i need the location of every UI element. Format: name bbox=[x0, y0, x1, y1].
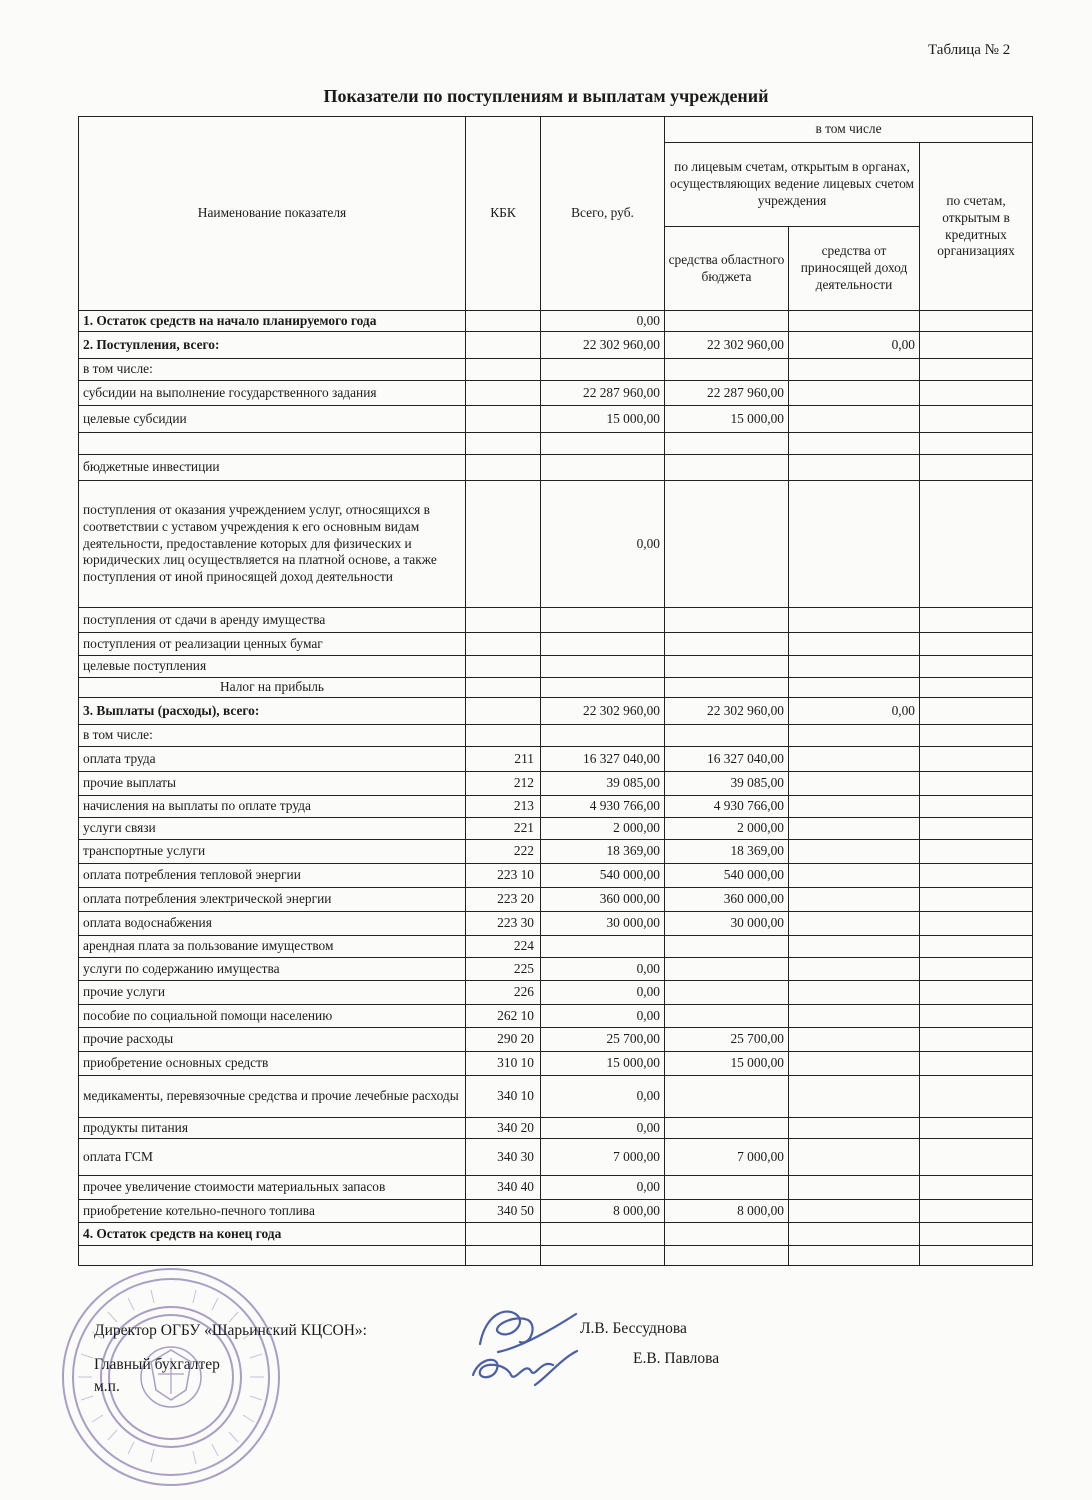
row-total-cell bbox=[541, 1223, 665, 1246]
row-credit-org-cell bbox=[920, 958, 1033, 981]
row-total-cell bbox=[541, 725, 665, 747]
row-income-activity-cell bbox=[789, 772, 920, 796]
row-credit-org-cell bbox=[920, 888, 1033, 912]
row-regional-budget-cell: 15 000,00 bbox=[665, 406, 789, 433]
table-row bbox=[79, 840, 1033, 864]
row-total-cell: 2 000,00 bbox=[541, 818, 665, 840]
table-row bbox=[79, 796, 1033, 818]
header-personal-accounts: по лицевым счетам, открытым в органах, осуществляющих ведение лицевых счетом учреждения bbox=[665, 143, 920, 227]
row-regional-budget-cell: 16 327 040,00 bbox=[665, 747, 789, 772]
row-total-cell: 30 000,00 bbox=[541, 912, 665, 936]
row-kbk-cell bbox=[466, 381, 541, 406]
row-kbk-cell: 226 bbox=[466, 981, 541, 1005]
table-row bbox=[79, 1052, 1033, 1076]
row-name-cell: в том числе: bbox=[79, 359, 466, 381]
row-regional-budget-cell bbox=[665, 455, 789, 481]
row-income-activity-cell bbox=[789, 656, 920, 678]
table-row bbox=[79, 455, 1033, 481]
row-credit-org-cell bbox=[920, 406, 1033, 433]
row-name-cell: бюджетные инвестиции bbox=[79, 455, 466, 481]
row-income-activity-cell bbox=[789, 359, 920, 381]
row-credit-org-cell bbox=[920, 1246, 1033, 1266]
header-income-activity: средства от приносящей доход деятельности bbox=[789, 227, 920, 311]
row-income-activity-cell bbox=[789, 864, 920, 888]
row-income-activity-cell bbox=[789, 455, 920, 481]
row-kbk-cell bbox=[466, 332, 541, 359]
table-row bbox=[79, 1176, 1033, 1200]
row-kbk-cell bbox=[466, 1246, 541, 1266]
table-row bbox=[79, 912, 1033, 936]
table-row bbox=[79, 1246, 1033, 1266]
row-name-cell: 1. Остаток средств на начало планируемого года bbox=[79, 311, 466, 332]
row-kbk-cell: 340 40 bbox=[466, 1176, 541, 1200]
row-income-activity-cell bbox=[789, 725, 920, 747]
accountant-name: Е.В. Павлова bbox=[633, 1350, 720, 1367]
row-regional-budget-cell bbox=[665, 1005, 789, 1028]
row-income-activity-cell: 0,00 bbox=[789, 332, 920, 359]
row-credit-org-cell bbox=[920, 1176, 1033, 1200]
row-regional-budget-cell: 15 000,00 bbox=[665, 1052, 789, 1076]
row-kbk-cell: 225 bbox=[466, 958, 541, 981]
row-regional-budget-cell: 30 000,00 bbox=[665, 912, 789, 936]
row-kbk-cell: 223 10 bbox=[466, 864, 541, 888]
table-row bbox=[79, 381, 1033, 406]
row-total-cell: 0,00 bbox=[541, 1005, 665, 1028]
row-name-cell: оплата труда bbox=[79, 747, 466, 772]
table-row bbox=[79, 772, 1033, 796]
row-name-cell bbox=[79, 433, 466, 455]
header-credit-org-accounts: по счетам, открытым в кредитных организациях bbox=[920, 143, 1033, 311]
table-row bbox=[79, 864, 1033, 888]
row-regional-budget-cell bbox=[665, 481, 789, 608]
row-name-cell: начисления на выплаты по оплате труда bbox=[79, 796, 466, 818]
row-name-cell: целевые субсидии bbox=[79, 406, 466, 433]
table-row bbox=[79, 311, 1033, 332]
row-credit-org-cell bbox=[920, 1028, 1033, 1052]
row-regional-budget-cell: 7 000,00 bbox=[665, 1139, 789, 1176]
row-name-cell: Налог на прибыль bbox=[79, 678, 466, 698]
row-regional-budget-cell: 22 302 960,00 bbox=[665, 332, 789, 359]
row-kbk-cell: 224 bbox=[466, 936, 541, 958]
row-regional-budget-cell bbox=[665, 936, 789, 958]
row-regional-budget-cell bbox=[665, 359, 789, 381]
official-stamp bbox=[56, 1262, 286, 1492]
row-credit-org-cell bbox=[920, 936, 1033, 958]
row-credit-org-cell bbox=[920, 1200, 1033, 1223]
table-row bbox=[79, 981, 1033, 1005]
row-name-cell: услуги по содержанию имущества bbox=[79, 958, 466, 981]
row-income-activity-cell bbox=[789, 888, 920, 912]
row-total-cell: 0,00 bbox=[541, 1076, 665, 1118]
row-name-cell: 3. Выплаты (расходы), всего: bbox=[79, 698, 466, 725]
row-income-activity-cell bbox=[789, 1223, 920, 1246]
row-name-cell: медикаменты, перевязочные средства и прочие лечебные расходы bbox=[79, 1076, 466, 1118]
table-header bbox=[79, 117, 1033, 311]
row-total-cell: 7 000,00 bbox=[541, 1139, 665, 1176]
row-regional-budget-cell bbox=[665, 678, 789, 698]
row-kbk-cell: 340 30 bbox=[466, 1139, 541, 1176]
row-regional-budget-cell: 4 930 766,00 bbox=[665, 796, 789, 818]
row-income-activity-cell bbox=[789, 796, 920, 818]
row-credit-org-cell bbox=[920, 481, 1033, 608]
row-regional-budget-cell: 2 000,00 bbox=[665, 818, 789, 840]
row-name-cell: прочее увеличение стоимости материальных запасов bbox=[79, 1176, 466, 1200]
director-name: Л.В. Бессуднова bbox=[580, 1320, 687, 1337]
row-total-cell: 0,00 bbox=[541, 1118, 665, 1139]
row-kbk-cell bbox=[466, 481, 541, 608]
row-credit-org-cell bbox=[920, 608, 1033, 633]
row-income-activity-cell bbox=[789, 311, 920, 332]
report-table bbox=[78, 116, 1033, 1266]
row-credit-org-cell bbox=[920, 1118, 1033, 1139]
row-total-cell bbox=[541, 656, 665, 678]
row-total-cell bbox=[541, 936, 665, 958]
row-kbk-cell: 212 bbox=[466, 772, 541, 796]
row-income-activity-cell bbox=[789, 1005, 920, 1028]
table-row bbox=[79, 958, 1033, 981]
row-name-cell: целевые поступления bbox=[79, 656, 466, 678]
row-name-cell: поступления от реализации ценных бумаг bbox=[79, 633, 466, 656]
row-name-cell: арендная плата за пользование имуществом bbox=[79, 936, 466, 958]
row-credit-org-cell bbox=[920, 818, 1033, 840]
row-kbk-cell bbox=[466, 725, 541, 747]
row-credit-org-cell bbox=[920, 772, 1033, 796]
row-kbk-cell bbox=[466, 359, 541, 381]
row-kbk-cell: 340 10 bbox=[466, 1076, 541, 1118]
row-regional-budget-cell: 25 700,00 bbox=[665, 1028, 789, 1052]
row-regional-budget-cell bbox=[665, 1176, 789, 1200]
row-regional-budget-cell bbox=[665, 656, 789, 678]
row-regional-budget-cell bbox=[665, 981, 789, 1005]
row-name-cell: 4. Остаток средств на конец года bbox=[79, 1223, 466, 1246]
row-income-activity-cell bbox=[789, 1052, 920, 1076]
row-regional-budget-cell bbox=[665, 958, 789, 981]
row-kbk-cell bbox=[466, 311, 541, 332]
table-row bbox=[79, 1200, 1033, 1223]
row-total-cell: 540 000,00 bbox=[541, 864, 665, 888]
table-row bbox=[79, 1076, 1033, 1118]
row-name-cell: оплата потребления тепловой энергии bbox=[79, 864, 466, 888]
row-name-cell: 2. Поступления, всего: bbox=[79, 332, 466, 359]
row-total-cell bbox=[541, 608, 665, 633]
table-row bbox=[79, 656, 1033, 678]
table-row bbox=[79, 1005, 1033, 1028]
document-title: Показатели по поступлениям и выплатам учреждений bbox=[323, 86, 769, 106]
row-total-cell bbox=[541, 359, 665, 381]
row-credit-org-cell bbox=[920, 796, 1033, 818]
row-credit-org-cell bbox=[920, 840, 1033, 864]
row-total-cell: 22 287 960,00 bbox=[541, 381, 665, 406]
row-name-cell: прочие услуги bbox=[79, 981, 466, 1005]
row-total-cell: 0,00 bbox=[541, 1176, 665, 1200]
row-regional-budget-cell: 8 000,00 bbox=[665, 1200, 789, 1223]
table-row bbox=[79, 1223, 1033, 1246]
row-income-activity-cell bbox=[789, 1118, 920, 1139]
table-body bbox=[79, 311, 1033, 1266]
row-name-cell: продукты питания bbox=[79, 1118, 466, 1139]
header-name: Наименование показателя bbox=[79, 117, 466, 311]
row-kbk-cell: 223 20 bbox=[466, 888, 541, 912]
row-credit-org-cell bbox=[920, 698, 1033, 725]
header-including: в том числе bbox=[665, 117, 1033, 143]
table-row bbox=[79, 1139, 1033, 1176]
row-income-activity-cell bbox=[789, 1176, 920, 1200]
row-total-cell: 18 369,00 bbox=[541, 840, 665, 864]
row-credit-org-cell bbox=[920, 359, 1033, 381]
row-regional-budget-cell: 540 000,00 bbox=[665, 864, 789, 888]
row-regional-budget-cell bbox=[665, 633, 789, 656]
row-total-cell: 22 302 960,00 bbox=[541, 332, 665, 359]
row-kbk-cell: 290 20 bbox=[466, 1028, 541, 1052]
row-income-activity-cell bbox=[789, 633, 920, 656]
row-total-cell: 15 000,00 bbox=[541, 406, 665, 433]
table-row bbox=[79, 747, 1033, 772]
row-name-cell: приобретение основных средств bbox=[79, 1052, 466, 1076]
row-total-cell: 0,00 bbox=[541, 981, 665, 1005]
row-regional-budget-cell: 360 000,00 bbox=[665, 888, 789, 912]
row-regional-budget-cell bbox=[665, 433, 789, 455]
row-regional-budget-cell bbox=[665, 1076, 789, 1118]
table-row bbox=[79, 1028, 1033, 1052]
row-kbk-cell bbox=[466, 698, 541, 725]
row-regional-budget-cell bbox=[665, 1223, 789, 1246]
row-name-cell bbox=[79, 1246, 466, 1266]
table-row bbox=[79, 359, 1033, 381]
table-row bbox=[79, 698, 1033, 725]
row-credit-org-cell bbox=[920, 912, 1033, 936]
row-total-cell: 4 930 766,00 bbox=[541, 796, 665, 818]
row-credit-org-cell bbox=[920, 678, 1033, 698]
row-income-activity-cell bbox=[789, 936, 920, 958]
table-row bbox=[79, 433, 1033, 455]
seal-place-label: м.п. bbox=[94, 1378, 120, 1395]
row-income-activity-cell bbox=[789, 1200, 920, 1223]
table-row bbox=[79, 678, 1033, 698]
row-kbk-cell bbox=[466, 656, 541, 678]
row-kbk-cell: 310 10 bbox=[466, 1052, 541, 1076]
row-credit-org-cell bbox=[920, 633, 1033, 656]
table-row bbox=[79, 888, 1033, 912]
table-row bbox=[79, 633, 1033, 656]
row-regional-budget-cell: 39 085,00 bbox=[665, 772, 789, 796]
row-kbk-cell bbox=[466, 455, 541, 481]
row-total-cell: 8 000,00 bbox=[541, 1200, 665, 1223]
row-income-activity-cell bbox=[789, 840, 920, 864]
row-kbk-cell bbox=[466, 433, 541, 455]
table-row bbox=[79, 725, 1033, 747]
row-name-cell: в том числе: bbox=[79, 725, 466, 747]
row-kbk-cell bbox=[466, 608, 541, 633]
row-kbk-cell: 340 50 bbox=[466, 1200, 541, 1223]
row-total-cell: 0,00 bbox=[541, 481, 665, 608]
row-income-activity-cell bbox=[789, 912, 920, 936]
row-regional-budget-cell bbox=[665, 311, 789, 332]
row-total-cell: 0,00 bbox=[541, 958, 665, 981]
row-kbk-cell bbox=[466, 633, 541, 656]
row-credit-org-cell bbox=[920, 311, 1033, 332]
row-credit-org-cell bbox=[920, 1052, 1033, 1076]
row-total-cell bbox=[541, 455, 665, 481]
row-credit-org-cell bbox=[920, 1076, 1033, 1118]
row-regional-budget-cell bbox=[665, 1118, 789, 1139]
row-regional-budget-cell bbox=[665, 608, 789, 633]
table-number: Таблица № 2 bbox=[928, 42, 1011, 58]
row-credit-org-cell bbox=[920, 332, 1033, 359]
row-credit-org-cell bbox=[920, 455, 1033, 481]
row-credit-org-cell bbox=[920, 725, 1033, 747]
director-signature bbox=[468, 1302, 588, 1362]
row-regional-budget-cell: 22 302 960,00 bbox=[665, 698, 789, 725]
row-income-activity-cell bbox=[789, 1076, 920, 1118]
row-name-cell: пособие по социальной помощи населению bbox=[79, 1005, 466, 1028]
row-kbk-cell: 223 30 bbox=[466, 912, 541, 936]
row-name-cell: прочие выплаты bbox=[79, 772, 466, 796]
row-name-cell: субсидии на выполнение государственного задания bbox=[79, 381, 466, 406]
row-total-cell: 25 700,00 bbox=[541, 1028, 665, 1052]
table-row bbox=[79, 818, 1033, 840]
row-kbk-cell bbox=[466, 1223, 541, 1246]
row-total-cell: 22 302 960,00 bbox=[541, 698, 665, 725]
row-income-activity-cell bbox=[789, 818, 920, 840]
accountant-title: Главный бухгалтер bbox=[94, 1356, 220, 1373]
row-name-cell: оплата ГСМ bbox=[79, 1139, 466, 1176]
header-total: Всего, руб. bbox=[541, 117, 665, 311]
row-name-cell: прочие расходы bbox=[79, 1028, 466, 1052]
row-total-cell: 16 327 040,00 bbox=[541, 747, 665, 772]
row-credit-org-cell bbox=[920, 1139, 1033, 1176]
row-kbk-cell bbox=[466, 678, 541, 698]
row-total-cell: 0,00 bbox=[541, 311, 665, 332]
row-total-cell bbox=[541, 433, 665, 455]
row-income-activity-cell bbox=[789, 608, 920, 633]
row-credit-org-cell bbox=[920, 433, 1033, 455]
row-regional-budget-cell: 18 369,00 bbox=[665, 840, 789, 864]
row-income-activity-cell: 0,00 bbox=[789, 698, 920, 725]
row-credit-org-cell bbox=[920, 981, 1033, 1005]
row-total-cell bbox=[541, 678, 665, 698]
row-kbk-cell: 211 bbox=[466, 747, 541, 772]
table-row bbox=[79, 608, 1033, 633]
row-income-activity-cell bbox=[789, 1246, 920, 1266]
row-income-activity-cell bbox=[789, 433, 920, 455]
row-credit-org-cell bbox=[920, 864, 1033, 888]
table-row bbox=[79, 936, 1033, 958]
row-name-cell: транспортные услуги bbox=[79, 840, 466, 864]
row-income-activity-cell bbox=[789, 381, 920, 406]
row-credit-org-cell bbox=[920, 381, 1033, 406]
row-kbk-cell: 221 bbox=[466, 818, 541, 840]
row-regional-budget-cell bbox=[665, 725, 789, 747]
header-kbk: КБК bbox=[466, 117, 541, 311]
row-kbk-cell: 262 10 bbox=[466, 1005, 541, 1028]
row-income-activity-cell bbox=[789, 981, 920, 1005]
row-name-cell: поступления от сдачи в аренду имущества bbox=[79, 608, 466, 633]
row-total-cell bbox=[541, 1246, 665, 1266]
row-kbk-cell bbox=[466, 406, 541, 433]
row-income-activity-cell bbox=[789, 1139, 920, 1176]
table-row bbox=[79, 332, 1033, 359]
row-income-activity-cell bbox=[789, 958, 920, 981]
row-total-cell: 39 085,00 bbox=[541, 772, 665, 796]
row-name-cell: оплата водоснабжения bbox=[79, 912, 466, 936]
accountant-signature bbox=[465, 1345, 585, 1395]
header-regional-budget: средства областного бюджета bbox=[665, 227, 789, 311]
table-row bbox=[79, 1118, 1033, 1139]
director-title: Директор ОГБУ «Шарьинский КЦСОН»: bbox=[94, 1322, 367, 1339]
row-total-cell: 15 000,00 bbox=[541, 1052, 665, 1076]
row-credit-org-cell bbox=[920, 747, 1033, 772]
row-income-activity-cell bbox=[789, 406, 920, 433]
row-name-cell: услуги связи bbox=[79, 818, 466, 840]
row-credit-org-cell bbox=[920, 656, 1033, 678]
row-name-cell: оплата потребления электрической энергии bbox=[79, 888, 466, 912]
row-credit-org-cell bbox=[920, 1223, 1033, 1246]
row-credit-org-cell bbox=[920, 1005, 1033, 1028]
row-income-activity-cell bbox=[789, 747, 920, 772]
row-kbk-cell: 213 bbox=[466, 796, 541, 818]
row-total-cell bbox=[541, 633, 665, 656]
row-total-cell: 360 000,00 bbox=[541, 888, 665, 912]
table-row bbox=[79, 481, 1033, 608]
row-name-cell: поступления от оказания учреждением услуг, относящихся в соответствии с уставом учреждения к его основным видам деятельности, предоставление которых для физических и юридических лиц осуществляется на платной основе, а также поступления от иной приносящей доход деятельности bbox=[79, 481, 466, 608]
row-name-cell: приобретение котельно-печного топлива bbox=[79, 1200, 466, 1223]
row-regional-budget-cell bbox=[665, 1246, 789, 1266]
row-income-activity-cell bbox=[789, 481, 920, 608]
row-kbk-cell: 340 20 bbox=[466, 1118, 541, 1139]
table-row bbox=[79, 406, 1033, 433]
row-income-activity-cell bbox=[789, 1028, 920, 1052]
row-regional-budget-cell: 22 287 960,00 bbox=[665, 381, 789, 406]
row-kbk-cell: 222 bbox=[466, 840, 541, 864]
row-income-activity-cell bbox=[789, 678, 920, 698]
